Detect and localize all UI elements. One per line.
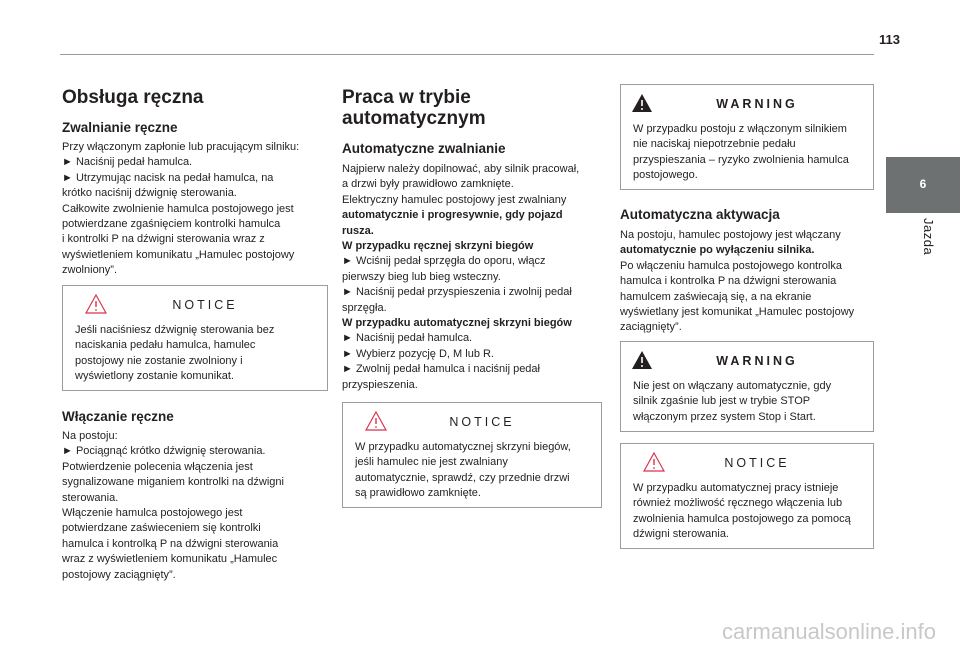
page-number: 113 bbox=[879, 32, 900, 47]
notice-title: NOTICE bbox=[724, 456, 790, 470]
notice-box bbox=[62, 285, 328, 391]
warning-box bbox=[620, 84, 874, 190]
auto-release-text: Najpierw należy dopilnować, aby silnik pracował, a drzwi były prawidłowo zamknięte. Elektryczny hamulec postojowy jest zwalniany automatycznie i progresywnie, gdy pojazd rusza. W przypadku ręcznej skrzyni biegów ► Wciśnij pedał sprzęgła do oporu, włącz pierwszy bieg lub bieg wsteczny. ► Naciśnij pedał przyspieszenia i zwolnij pedał sprzęgła. W przypadku automatycznej skrzyni biegów ► Naciśnij pedał hamulca. ► Wybierz pozycję D, M lub R. ► Zwolnij pedał hamulca i naciśnij pedał przyspieszenia. bbox=[342, 163, 580, 391]
notice-text: Jeśli naciśniesz dźwignię sterowania bez naciskania pedału hamulca, hamulec postojowy nie zostanie zwolniony i wyświetlony zostanie komunikat. bbox=[75, 324, 275, 383]
notice-box bbox=[342, 402, 602, 508]
warning-text: Nie jest on włączany automatycznie, gdy silnik zgaśnie lub jest w trybie STOP włączonym przez system Stop i Start. bbox=[633, 380, 832, 423]
heading-manual-release: Zwalnianie ręczne bbox=[62, 120, 178, 135]
watermark: carmanualsonline.info bbox=[721, 619, 936, 644]
warning-title: WARNING bbox=[716, 354, 798, 368]
heading-auto-activation: Automatyczna aktywacja bbox=[620, 207, 780, 222]
activation-text: Na postoju, hamulec postojowy jest włączany automatycznie po wyłączeniu silnika. Po włączeniu hamulca postojowego kontrolka hamulca i kontrolka P na dźwigni sterowania hamulcem zaświecają się, a na ekranie wyświetlany jest komunikat „Hamulec postojowy zaciągnięty”. bbox=[620, 229, 855, 334]
heading-auto-release: Automatyczne zwalnianie bbox=[342, 141, 506, 156]
notice-box bbox=[620, 443, 874, 549]
notice-title: NOTICE bbox=[172, 298, 238, 312]
warning-text: W przypadku postoju z włączonym silnikiem nie naciskaj niepotrzebnie pedału przyspieszania – ryzyko zwolnienia hamulca postojowego. bbox=[633, 123, 849, 182]
header-rule bbox=[60, 54, 874, 55]
chapter-label: Jazda bbox=[921, 218, 936, 256]
notice-title: NOTICE bbox=[449, 415, 515, 429]
heading-manual-apply: Włączanie ręczne bbox=[62, 409, 174, 424]
section-title-automatic-1: Praca w trybie bbox=[342, 87, 471, 108]
section-title-manual: Obsługa ręczna bbox=[62, 87, 204, 108]
apply-text: Na postoju: ► Pociągnąć krótko dźwignię sterowania. Potwierdzenie polecenia włączenia jest sygnalizowane miganiem kontrolki na dźwigni sterowania. Włączenie hamulca postojowego jest potwierdzane zaświeceniem się kontrolki hamulca i kontrolką P na dźwigni sterowania wraz z wyświetleniem komunikatu „Hamulec postojowy zaciągnięty”. bbox=[62, 430, 284, 581]
section-title-automatic-2: automatycznym bbox=[342, 108, 486, 129]
release-text: Przy włączonym zapłonie lub pracującym silniku: ► Naciśnij pedał hamulca. ► Utrzymując nacisk na pedał hamulca, na krótko naciśnij dźwignię sterowania. Całkowite zwolnienie hamulca postojowego jest potwierdzane zgaśnięciem kontrolki hamulca i kontrolki P na dźwigni sterowania wraz z wyświetleniem komunikatu „Hamulec postojowy zwolniony”. bbox=[62, 141, 300, 277]
chapter-number: 6 bbox=[919, 177, 927, 191]
warning-title: WARNING bbox=[716, 97, 798, 111]
warning-box bbox=[620, 341, 874, 432]
notice-text: W przypadku automatycznej skrzyni biegów, jeśli hamulec nie jest zwalniany automatycznie, sprawdź, czy przednie drzwi są prawidłowo zamknięte. bbox=[355, 441, 571, 500]
notice-text: W przypadku automatycznej pracy istnieje również możliwość ręcznego włączenia lub zwolnienia hamulca postojowego za pomocą dźwigni sterowania. bbox=[633, 482, 851, 541]
